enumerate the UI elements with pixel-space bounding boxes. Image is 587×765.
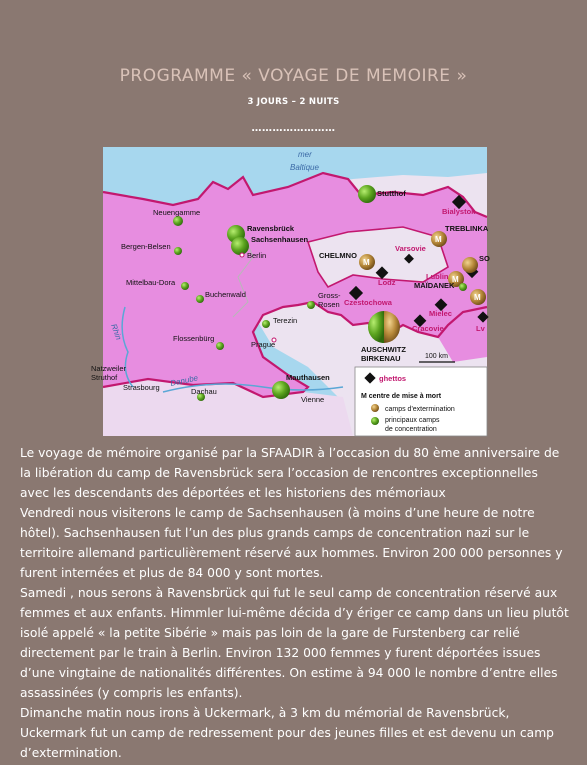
label-berlin: Berlin (247, 251, 267, 260)
page-subtitle: 3 JOURS – 2 NUITS (247, 97, 340, 107)
label-maidanek: MAÏDANEK (414, 281, 455, 290)
label-mittelbau: Mittelbau-Dora (126, 278, 176, 287)
divider: …………………… (251, 123, 336, 134)
camp-buchenwald (196, 295, 204, 303)
label-varsovie: Varsovie (395, 244, 426, 253)
label-so: SO (479, 254, 490, 263)
camp-flossenburg (216, 342, 224, 350)
label-bialystok: Bialystok (442, 207, 476, 216)
label-vienne: Vienne (301, 395, 325, 404)
city-berlin (240, 253, 244, 257)
label-cracovie: Cracovie (412, 324, 444, 333)
label-auschwitz-2: BIRKENAU (361, 354, 401, 363)
paragraph-friday: Vendredi nous visiterons le camp de Sachsenhausen (à moins d’une heure de notre hôtel). Sachsenhausen fut l’un des plus grands camps de concentration nazi sur le territoire allemand particulièrement réservé aux hommes. Environ 200 000 personnes y furent internées et plus de 84 000 y sont mortes. (20, 506, 563, 580)
label-chelmno: CHELMNO (319, 251, 357, 260)
label-grossrosen-2: Rosen (318, 300, 340, 309)
m-label-maidanek: M (452, 275, 459, 284)
camp-lublin-green (459, 283, 467, 291)
camp-terezin (262, 320, 270, 328)
label-czestochowa: Czestochowa (344, 298, 392, 307)
label-danube: Danube (169, 373, 199, 388)
sea-label-2: Baltique (290, 163, 319, 172)
label-auschwitz-1: AUSCHWITZ (361, 345, 406, 354)
m-label-chelmno: M (363, 258, 370, 267)
label-mielec: Mielec (429, 309, 452, 318)
legend-extermination: camps d'extermination (385, 406, 455, 413)
label-terezin: Terezin (273, 316, 298, 325)
paragraph-sunday: Dimanche matin nous irons à Uckermark, à 3 km du mémorial de Ravensbrück, Uckermark fut un camp de redressement pour des jeunes filles et est devenu un camp d’extermination. (20, 706, 554, 760)
paragraph-saturday: Samedi , nous serons à Ravensbrück qui fut le seul camp de concentration réservé aux femmes et aux enfants. Himmler lui-même décida d’y ériger ce camp dans un lieu plutôt isolé appelé « la petite Sibérie » mais pas loin de la gare de Furstenberg car relié directement par le train à Berlin. Environ 132 000 femmes y furent déportées issues d’une vingtaine de nationalités différentes. On estime à 94 000 le nombre d’entre elles assassinées (y compris les enfants). (20, 586, 569, 700)
legend-ghettos: ghettos (379, 374, 407, 383)
label-bergen: Bergen-Belsen (121, 242, 171, 251)
label-dachau: Dachau (191, 387, 217, 396)
camps-map (91, 147, 490, 436)
map-legend (355, 367, 487, 436)
page-title: PROGRAMME « VOYAGE DE MEMOIRE » (119, 66, 468, 86)
label-natzweiler-2: Struthof (91, 373, 118, 382)
label-rhin: Rhin (109, 322, 124, 342)
label-lodz: Lodz (378, 278, 396, 287)
m-label-sobibor: M (474, 293, 481, 302)
label-sachsenhausen: Sachsenhausen (251, 235, 309, 244)
label-mauthausen: Mauthausen (286, 373, 330, 382)
camp-auschwitz (368, 311, 400, 343)
label-grossrosen-1: Gross- (318, 291, 341, 300)
camp-mittelbau (181, 282, 189, 290)
label-stutthof: Stutthof (377, 189, 406, 198)
camp-belzec (462, 257, 478, 273)
camp-gross-rosen (307, 301, 315, 309)
label-flossenburg: Flossenbürg (173, 334, 215, 343)
label-lublin: Lublin (426, 272, 449, 281)
sea-label-1: mer (298, 150, 312, 159)
m-label-treblinka: M (435, 235, 442, 244)
legend-centre: M centre de mise à mort (361, 393, 442, 400)
camp-stutthof (358, 185, 376, 203)
program-description (20, 443, 570, 763)
label-ravensbruck: Ravensbrück (247, 224, 295, 233)
label-treblinka: TREBLINKA (445, 224, 489, 233)
label-strasbourg: Strasbourg (123, 383, 160, 392)
camp-bergen-belsen (174, 247, 182, 255)
camp-neuengamme (173, 216, 183, 226)
label-buchenwald: Buchenwald (205, 290, 246, 299)
legend-concentration-2: de concentration (385, 426, 437, 433)
label-natzweiler-1: Natzweiler (91, 364, 127, 373)
paragraph-intro: Le voyage de mémoire organisé par la SFAADIR à l’occasion du 80 ème anniversaire de la libération du camp de Ravensbrück sera l’occasion de rencontres exceptionnelles avec les descendants des déportées et les historiens des mémoriaux (20, 446, 560, 500)
legend-concentration-1: principaux camps (385, 417, 440, 424)
label-lv: Lv (476, 324, 485, 333)
scale-label: 100 km (425, 353, 448, 360)
label-prague: Prague (251, 340, 276, 349)
camp-mauthausen (272, 381, 290, 399)
label-neuengamme: Neuengamme (153, 208, 201, 217)
